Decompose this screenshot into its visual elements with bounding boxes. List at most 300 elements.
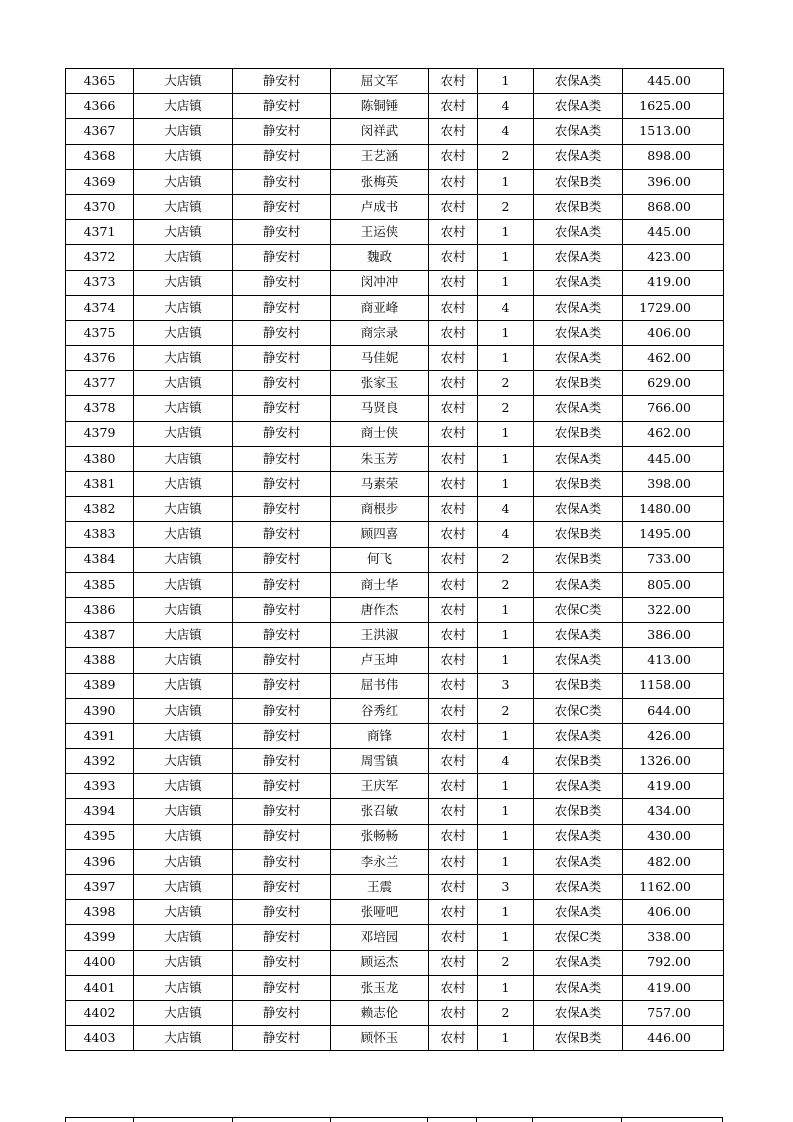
cell-person-count: 4 — [478, 295, 534, 320]
cell-person-count: 2 — [478, 144, 534, 169]
cell-person-count: 1 — [478, 245, 534, 270]
cell-insurance-category: 农保C类 — [534, 597, 623, 622]
cell-amount: 396.00 — [623, 169, 724, 194]
cell-serial-number: 4383 — [66, 522, 134, 547]
cell-person-count: 1 — [478, 69, 534, 94]
cell-serial-number: 4393 — [66, 774, 134, 799]
cell-village: 静安村 — [233, 723, 331, 748]
cell-residence-type: 农村 — [429, 597, 478, 622]
cell-serial-number: 4400 — [66, 950, 134, 975]
cell-person-count: 1 — [478, 169, 534, 194]
cell-insurance-category: 农保A类 — [534, 220, 623, 245]
cell-residence-type: 农村 — [429, 446, 478, 471]
cell-town: 大店镇 — [134, 950, 233, 975]
cell-insurance-category: 农保B类 — [534, 421, 623, 446]
cell-serial-number: 4399 — [66, 925, 134, 950]
cell-person-count: 1 — [478, 597, 534, 622]
cell-insurance-category: 农保A类 — [534, 975, 623, 1000]
cell-serial-number: 4379 — [66, 421, 134, 446]
cell-insurance-category: 农保A类 — [534, 875, 623, 900]
cell-name: 何飞 — [331, 547, 429, 572]
cell-insurance-category: 农保A类 — [534, 144, 623, 169]
table-row — [66, 320, 724, 345]
sliver-cell — [477, 1118, 533, 1122]
table-row — [66, 925, 724, 950]
cell-village: 静安村 — [233, 245, 331, 270]
cell-village: 静安村 — [233, 497, 331, 522]
cell-insurance-category: 农保A类 — [534, 119, 623, 144]
cell-insurance-category: 农保C类 — [534, 925, 623, 950]
cell-residence-type: 农村 — [429, 396, 478, 421]
cell-serial-number: 4389 — [66, 673, 134, 698]
cell-village: 静安村 — [233, 421, 331, 446]
cell-serial-number: 4392 — [66, 749, 134, 774]
cell-insurance-category: 农保A类 — [534, 572, 623, 597]
cell-serial-number: 4368 — [66, 144, 134, 169]
cell-name: 张玉龙 — [331, 975, 429, 1000]
cell-person-count: 1 — [478, 623, 534, 648]
cell-village: 静安村 — [233, 1026, 331, 1051]
cell-residence-type: 农村 — [429, 749, 478, 774]
table-row — [66, 749, 724, 774]
cell-insurance-category: 农保A类 — [534, 900, 623, 925]
cell-serial-number: 4394 — [66, 799, 134, 824]
cell-insurance-category: 农保A类 — [534, 774, 623, 799]
cell-village: 静安村 — [233, 698, 331, 723]
table-row — [66, 346, 724, 371]
cell-amount: 462.00 — [623, 346, 724, 371]
cell-name: 商根步 — [331, 497, 429, 522]
table-row — [66, 1026, 724, 1051]
cell-amount: 423.00 — [623, 245, 724, 270]
cell-serial-number: 4390 — [66, 698, 134, 723]
cell-town: 大店镇 — [134, 900, 233, 925]
cell-amount: 644.00 — [623, 698, 724, 723]
cell-village: 静安村 — [233, 346, 331, 371]
cell-insurance-category: 农保A类 — [534, 94, 623, 119]
table-row — [66, 220, 724, 245]
table-row — [66, 497, 724, 522]
table-row — [66, 572, 724, 597]
table-row — [66, 421, 724, 446]
cell-village: 静安村 — [233, 623, 331, 648]
cell-village: 静安村 — [233, 975, 331, 1000]
cell-amount: 792.00 — [623, 950, 724, 975]
cell-insurance-category: 农保A类 — [534, 824, 623, 849]
cell-amount: 398.00 — [623, 472, 724, 497]
cell-town: 大店镇 — [134, 472, 233, 497]
cell-insurance-category: 农保A类 — [534, 245, 623, 270]
cell-person-count: 2 — [478, 371, 534, 396]
cell-name: 张哑吧 — [331, 900, 429, 925]
cell-residence-type: 农村 — [429, 320, 478, 345]
cell-person-count: 2 — [478, 194, 534, 219]
cell-town: 大店镇 — [134, 749, 233, 774]
cell-person-count: 1 — [478, 723, 534, 748]
cell-village: 静安村 — [233, 446, 331, 471]
cell-residence-type: 农村 — [429, 774, 478, 799]
cell-name: 顾四喜 — [331, 522, 429, 547]
cell-village: 静安村 — [233, 925, 331, 950]
cell-insurance-category: 农保B类 — [534, 673, 623, 698]
cell-town: 大店镇 — [134, 446, 233, 471]
cell-insurance-category: 农保A类 — [534, 346, 623, 371]
cell-serial-number: 4402 — [66, 1000, 134, 1025]
cell-person-count: 1 — [478, 1026, 534, 1051]
cell-insurance-category: 农保B类 — [534, 749, 623, 774]
cell-serial-number: 4373 — [66, 270, 134, 295]
cell-name: 李永兰 — [331, 849, 429, 874]
cell-town: 大店镇 — [134, 975, 233, 1000]
cell-village: 静安村 — [233, 69, 331, 94]
cell-person-count: 1 — [478, 824, 534, 849]
cell-town: 大店镇 — [134, 925, 233, 950]
cell-residence-type: 农村 — [429, 119, 478, 144]
cell-amount: 419.00 — [623, 975, 724, 1000]
sliver-cell — [233, 1118, 331, 1122]
cell-village: 静安村 — [233, 950, 331, 975]
cell-name: 卢玉坤 — [331, 648, 429, 673]
cell-insurance-category: 农保A类 — [534, 1000, 623, 1025]
cell-town: 大店镇 — [134, 1000, 233, 1025]
cell-town: 大店镇 — [134, 346, 233, 371]
cell-residence-type: 农村 — [429, 169, 478, 194]
pension-subsidy-table — [65, 68, 724, 1051]
cell-village: 静安村 — [233, 673, 331, 698]
cell-person-count: 1 — [478, 320, 534, 345]
cell-person-count: 4 — [478, 94, 534, 119]
table-row — [66, 824, 724, 849]
cell-village: 静安村 — [233, 270, 331, 295]
cell-person-count: 2 — [478, 396, 534, 421]
cell-person-count: 2 — [478, 1000, 534, 1025]
table-row — [66, 698, 724, 723]
cell-residence-type: 农村 — [429, 472, 478, 497]
cell-residence-type: 农村 — [429, 673, 478, 698]
table-row — [66, 547, 724, 572]
cell-town: 大店镇 — [134, 320, 233, 345]
cell-amount: 386.00 — [623, 623, 724, 648]
cell-town: 大店镇 — [134, 623, 233, 648]
cell-residence-type: 农村 — [429, 723, 478, 748]
cell-name: 张梅英 — [331, 169, 429, 194]
table-row — [66, 245, 724, 270]
cell-town: 大店镇 — [134, 245, 233, 270]
cell-town: 大店镇 — [134, 1026, 233, 1051]
cell-name: 商宗录 — [331, 320, 429, 345]
cell-amount: 426.00 — [623, 723, 724, 748]
cell-name: 卢成书 — [331, 194, 429, 219]
table-row — [66, 849, 724, 874]
cell-amount: 733.00 — [623, 547, 724, 572]
cell-insurance-category: 农保A类 — [534, 623, 623, 648]
cell-person-count: 1 — [478, 799, 534, 824]
cell-residence-type: 农村 — [429, 547, 478, 572]
cell-amount: 413.00 — [623, 648, 724, 673]
cell-amount: 419.00 — [623, 270, 724, 295]
table-row — [66, 69, 724, 94]
cell-serial-number: 4365 — [66, 69, 134, 94]
next-page-row-top-sliver — [65, 1117, 723, 1122]
cell-village: 静安村 — [233, 547, 331, 572]
table-row — [66, 169, 724, 194]
cell-village: 静安村 — [233, 900, 331, 925]
cell-insurance-category: 农保B类 — [534, 547, 623, 572]
cell-serial-number: 4386 — [66, 597, 134, 622]
cell-village: 静安村 — [233, 94, 331, 119]
cell-town: 大店镇 — [134, 421, 233, 446]
cell-person-count: 1 — [478, 975, 534, 1000]
table-row — [66, 396, 724, 421]
table-row — [66, 950, 724, 975]
cell-amount: 1326.00 — [623, 749, 724, 774]
cell-name: 王艺涵 — [331, 144, 429, 169]
cell-town: 大店镇 — [134, 799, 233, 824]
cell-amount: 1158.00 — [623, 673, 724, 698]
cell-residence-type: 农村 — [429, 371, 478, 396]
cell-town: 大店镇 — [134, 673, 233, 698]
cell-insurance-category: 农保A类 — [534, 446, 623, 471]
cell-serial-number: 4366 — [66, 94, 134, 119]
cell-serial-number: 4395 — [66, 824, 134, 849]
cell-insurance-category: 农保A类 — [534, 396, 623, 421]
table-row — [66, 295, 724, 320]
cell-person-count: 3 — [478, 875, 534, 900]
table-row — [66, 446, 724, 471]
cell-insurance-category: 农保A类 — [534, 320, 623, 345]
cell-insurance-category: 农保B类 — [534, 522, 623, 547]
cell-insurance-category: 农保A类 — [534, 950, 623, 975]
table-row — [66, 975, 724, 1000]
cell-insurance-category: 农保A类 — [534, 270, 623, 295]
cell-name: 唐作杰 — [331, 597, 429, 622]
cell-town: 大店镇 — [134, 169, 233, 194]
cell-village: 静安村 — [233, 220, 331, 245]
cell-town: 大店镇 — [134, 875, 233, 900]
cell-insurance-category: 农保C类 — [534, 698, 623, 723]
cell-village: 静安村 — [233, 849, 331, 874]
cell-town: 大店镇 — [134, 849, 233, 874]
cell-person-count: 1 — [478, 648, 534, 673]
cell-town: 大店镇 — [134, 144, 233, 169]
cell-town: 大店镇 — [134, 723, 233, 748]
cell-village: 静安村 — [233, 648, 331, 673]
cell-town: 大店镇 — [134, 371, 233, 396]
cell-name: 邓培园 — [331, 925, 429, 950]
cell-residence-type: 农村 — [429, 698, 478, 723]
cell-town: 大店镇 — [134, 497, 233, 522]
cell-name: 张召敏 — [331, 799, 429, 824]
table-row — [66, 1000, 724, 1025]
cell-person-count: 4 — [478, 497, 534, 522]
cell-name: 屈书伟 — [331, 673, 429, 698]
cell-name: 王庆军 — [331, 774, 429, 799]
cell-town: 大店镇 — [134, 119, 233, 144]
cell-person-count: 4 — [478, 522, 534, 547]
cell-name: 朱玉芳 — [331, 446, 429, 471]
cell-insurance-category: 农保A类 — [534, 69, 623, 94]
cell-insurance-category: 农保A类 — [534, 849, 623, 874]
cell-insurance-category: 农保A类 — [534, 295, 623, 320]
cell-residence-type: 农村 — [429, 194, 478, 219]
table-row — [66, 774, 724, 799]
cell-insurance-category: 农保A类 — [534, 497, 623, 522]
cell-amount: 1513.00 — [623, 119, 724, 144]
cell-residence-type: 农村 — [429, 950, 478, 975]
cell-serial-number: 4374 — [66, 295, 134, 320]
cell-serial-number: 4384 — [66, 547, 134, 572]
table-row — [66, 522, 724, 547]
cell-name: 陈铜锤 — [331, 94, 429, 119]
cell-village: 静安村 — [233, 320, 331, 345]
cell-village: 静安村 — [233, 295, 331, 320]
cell-residence-type: 农村 — [429, 245, 478, 270]
cell-serial-number: 4387 — [66, 623, 134, 648]
cell-village: 静安村 — [233, 522, 331, 547]
cell-person-count: 2 — [478, 698, 534, 723]
cell-serial-number: 4375 — [66, 320, 134, 345]
cell-amount: 445.00 — [623, 69, 724, 94]
cell-village: 静安村 — [233, 169, 331, 194]
table-body — [66, 69, 724, 1051]
cell-name: 张家玉 — [331, 371, 429, 396]
cell-residence-type: 农村 — [429, 144, 478, 169]
cell-amount: 1729.00 — [623, 295, 724, 320]
cell-name: 张畅畅 — [331, 824, 429, 849]
cell-town: 大店镇 — [134, 69, 233, 94]
table-row — [66, 648, 724, 673]
cell-amount: 406.00 — [623, 320, 724, 345]
cell-amount: 1625.00 — [623, 94, 724, 119]
table-row — [66, 597, 724, 622]
cell-person-count: 1 — [478, 925, 534, 950]
cell-residence-type: 农村 — [429, 623, 478, 648]
table-row — [66, 900, 724, 925]
cell-name: 商士侠 — [331, 421, 429, 446]
cell-village: 静安村 — [233, 144, 331, 169]
cell-serial-number: 4377 — [66, 371, 134, 396]
cell-person-count: 1 — [478, 900, 534, 925]
cell-residence-type: 农村 — [429, 421, 478, 446]
cell-town: 大店镇 — [134, 522, 233, 547]
cell-village: 静安村 — [233, 749, 331, 774]
cell-serial-number: 4397 — [66, 875, 134, 900]
cell-serial-number: 4380 — [66, 446, 134, 471]
cell-name: 顾运杰 — [331, 950, 429, 975]
cell-town: 大店镇 — [134, 396, 233, 421]
table-row — [66, 194, 724, 219]
cell-insurance-category: 农保B类 — [534, 799, 623, 824]
cell-name: 马佳妮 — [331, 346, 429, 371]
cell-name: 周雪镇 — [331, 749, 429, 774]
cell-residence-type: 农村 — [429, 975, 478, 1000]
cell-residence-type: 农村 — [429, 346, 478, 371]
table-row — [66, 673, 724, 698]
cell-serial-number: 4385 — [66, 572, 134, 597]
cell-serial-number: 4401 — [66, 975, 134, 1000]
cell-village: 静安村 — [233, 875, 331, 900]
cell-residence-type: 农村 — [429, 875, 478, 900]
cell-serial-number: 4391 — [66, 723, 134, 748]
cell-village: 静安村 — [233, 774, 331, 799]
cell-name: 王洪淑 — [331, 623, 429, 648]
table-row — [66, 723, 724, 748]
cell-insurance-category: 农保B类 — [534, 472, 623, 497]
cell-person-count: 1 — [478, 346, 534, 371]
cell-residence-type: 农村 — [429, 799, 478, 824]
cell-town: 大店镇 — [134, 270, 233, 295]
cell-residence-type: 农村 — [429, 497, 478, 522]
cell-name: 顾怀玉 — [331, 1026, 429, 1051]
cell-residence-type: 农村 — [429, 925, 478, 950]
cell-amount: 445.00 — [623, 220, 724, 245]
cell-serial-number: 4403 — [66, 1026, 134, 1051]
table-row — [66, 472, 724, 497]
cell-town: 大店镇 — [134, 220, 233, 245]
cell-town: 大店镇 — [134, 698, 233, 723]
cell-person-count: 2 — [478, 547, 534, 572]
cell-serial-number: 4388 — [66, 648, 134, 673]
cell-person-count: 4 — [478, 749, 534, 774]
cell-insurance-category: 农保B类 — [534, 194, 623, 219]
cell-town: 大店镇 — [134, 824, 233, 849]
cell-name: 马贤良 — [331, 396, 429, 421]
cell-amount: 338.00 — [623, 925, 724, 950]
cell-insurance-category: 农保B类 — [534, 371, 623, 396]
cell-residence-type: 农村 — [429, 220, 478, 245]
cell-amount: 406.00 — [623, 900, 724, 925]
cell-amount: 629.00 — [623, 371, 724, 396]
cell-name: 魏政 — [331, 245, 429, 270]
cell-person-count: 1 — [478, 220, 534, 245]
table-row — [66, 119, 724, 144]
cell-person-count: 3 — [478, 673, 534, 698]
cell-village: 静安村 — [233, 119, 331, 144]
cell-person-count: 1 — [478, 472, 534, 497]
cell-name: 谷秀红 — [331, 698, 429, 723]
cell-amount: 434.00 — [623, 799, 724, 824]
cell-residence-type: 农村 — [429, 69, 478, 94]
cell-serial-number: 4370 — [66, 194, 134, 219]
cell-village: 静安村 — [233, 597, 331, 622]
cell-person-count: 1 — [478, 270, 534, 295]
table-row — [66, 623, 724, 648]
cell-town: 大店镇 — [134, 774, 233, 799]
cell-person-count: 1 — [478, 446, 534, 471]
cell-name: 屈文军 — [331, 69, 429, 94]
cell-name: 王震 — [331, 875, 429, 900]
cell-insurance-category: 农保B类 — [534, 1026, 623, 1051]
cell-town: 大店镇 — [134, 648, 233, 673]
cell-amount: 462.00 — [623, 421, 724, 446]
cell-amount: 868.00 — [623, 194, 724, 219]
cell-town: 大店镇 — [134, 194, 233, 219]
cell-insurance-category: 农保A类 — [534, 723, 623, 748]
cell-name: 闵祥武 — [331, 119, 429, 144]
cell-village: 静安村 — [233, 572, 331, 597]
cell-residence-type: 农村 — [429, 94, 478, 119]
cell-residence-type: 农村 — [429, 849, 478, 874]
cell-person-count: 1 — [478, 774, 534, 799]
cell-village: 静安村 — [233, 472, 331, 497]
cell-name: 商锋 — [331, 723, 429, 748]
cell-person-count: 1 — [478, 849, 534, 874]
cell-serial-number: 4396 — [66, 849, 134, 874]
cell-residence-type: 农村 — [429, 900, 478, 925]
cell-amount: 1480.00 — [623, 497, 724, 522]
cell-town: 大店镇 — [134, 295, 233, 320]
cell-person-count: 1 — [478, 421, 534, 446]
